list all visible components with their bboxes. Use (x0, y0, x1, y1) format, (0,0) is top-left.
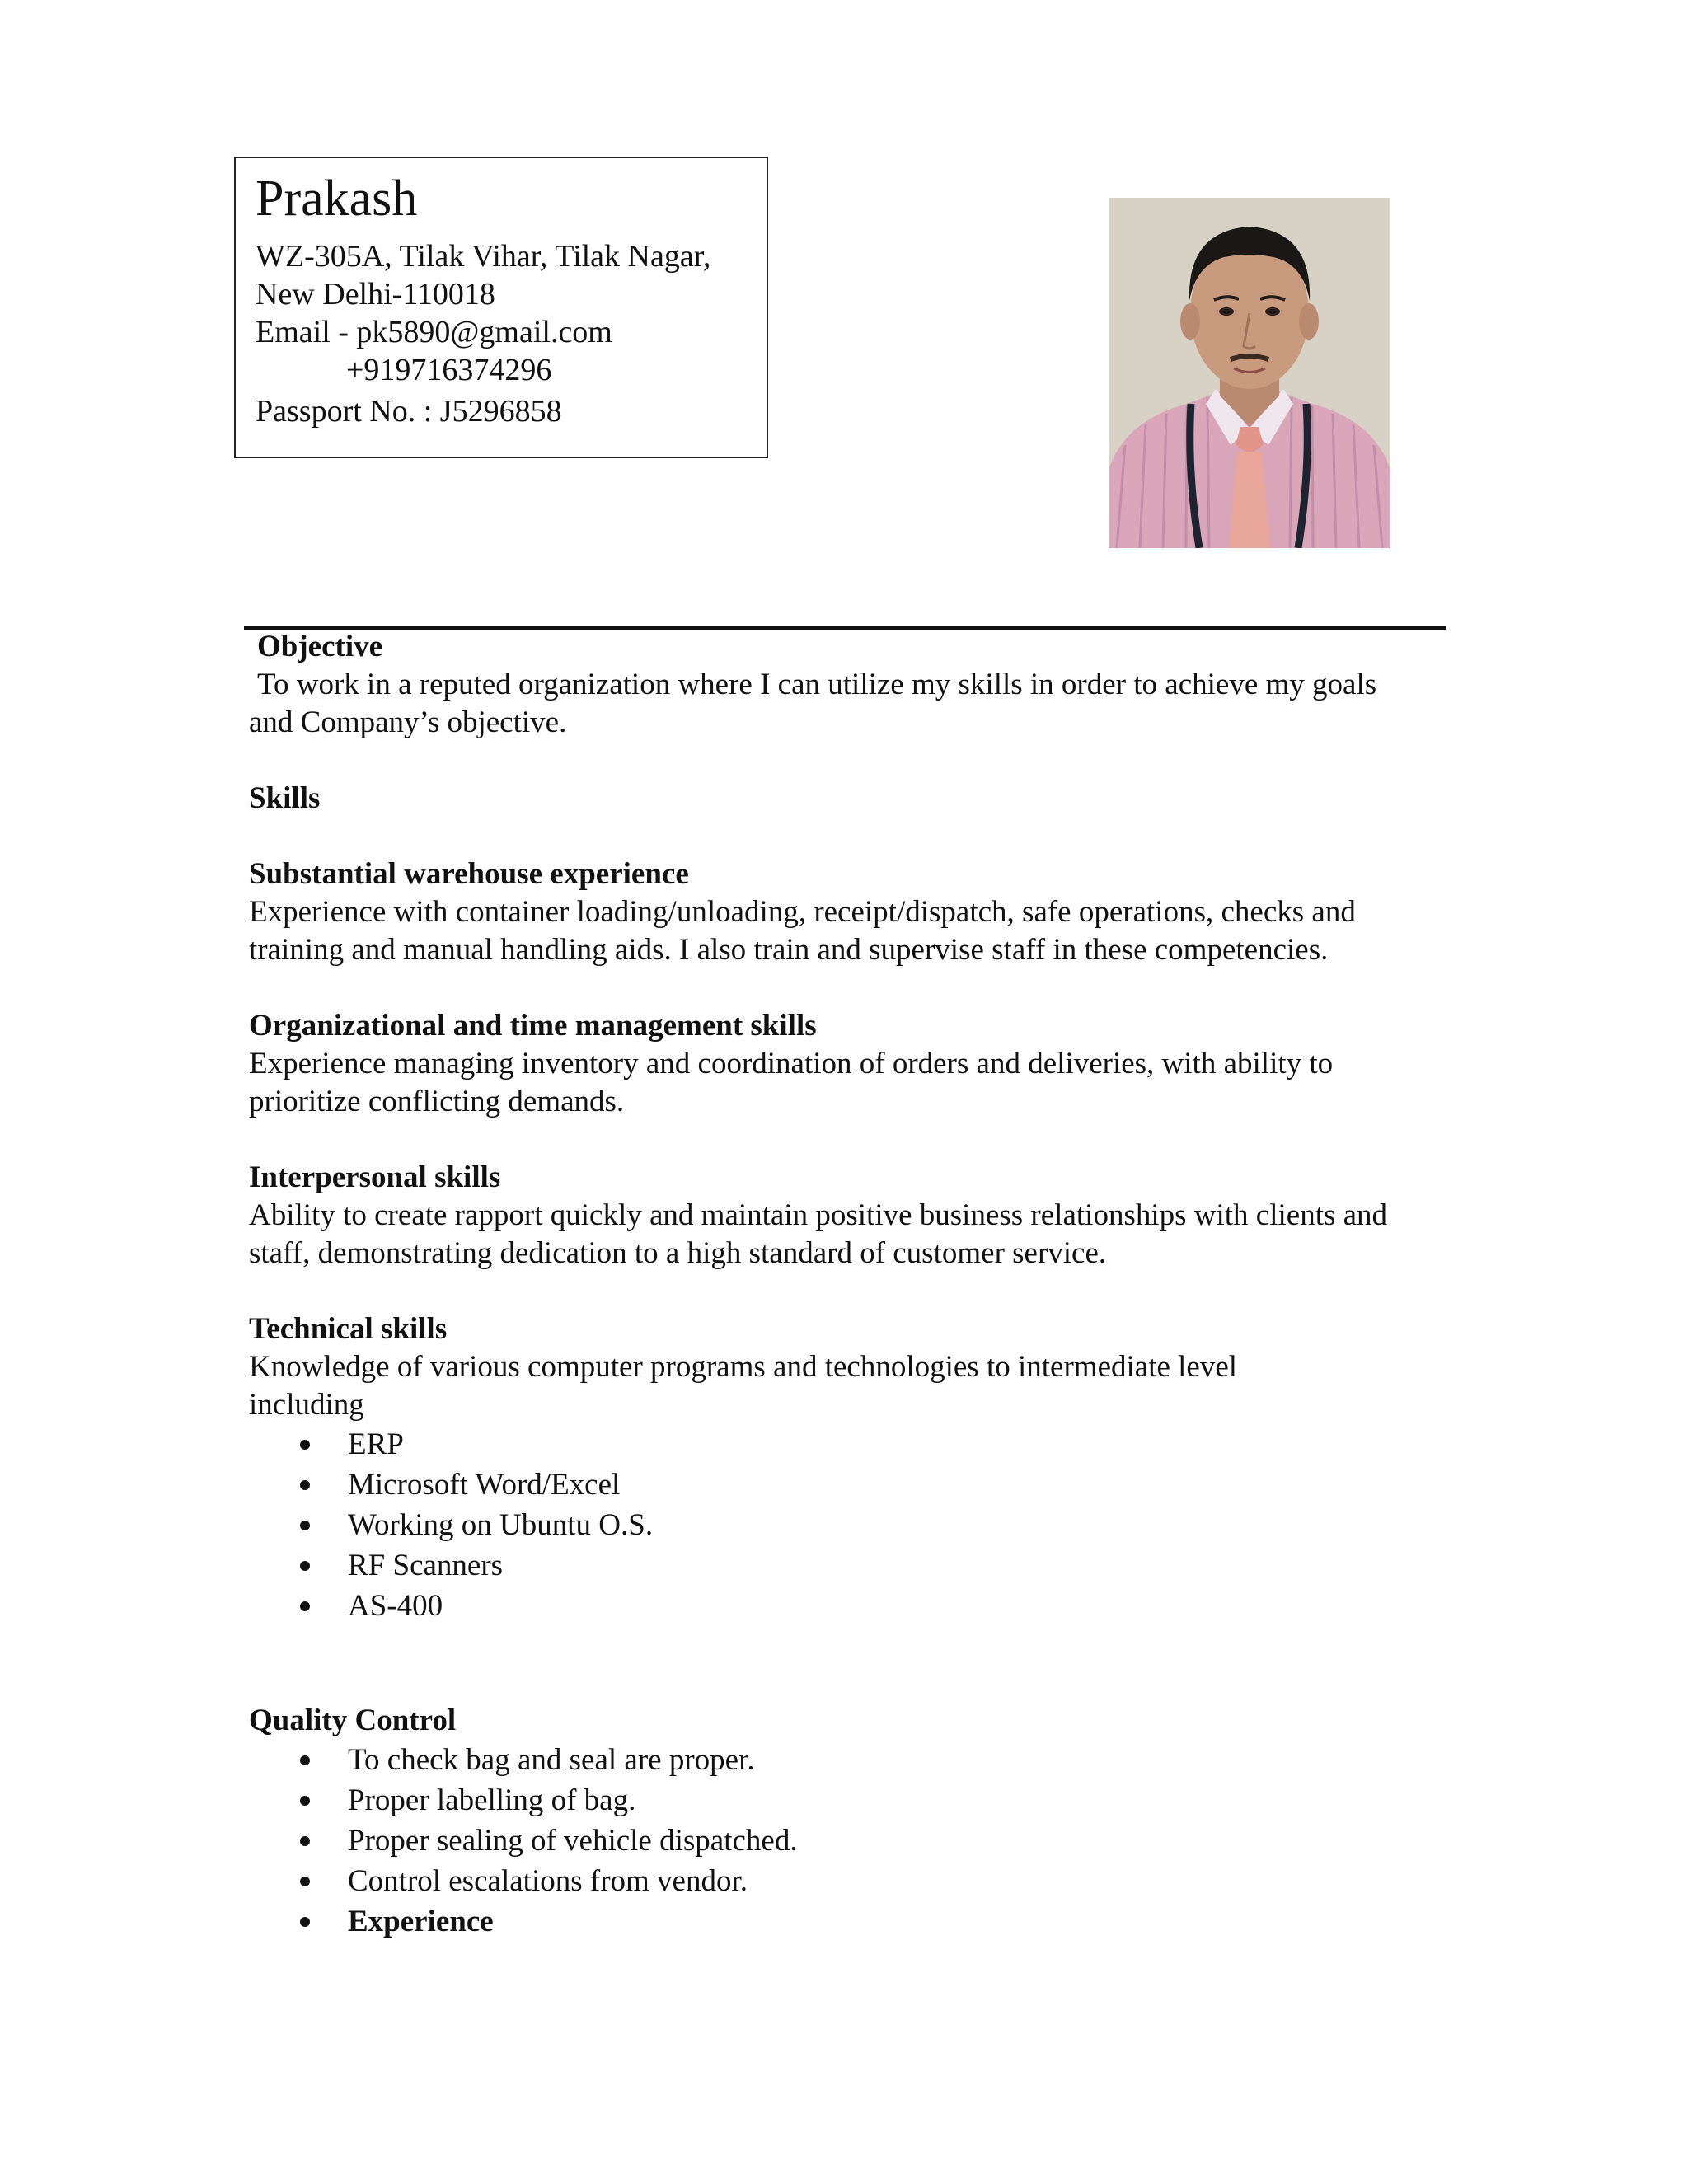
email-line: Email - pk5890@gmail.com (256, 315, 612, 349)
spacer (249, 1121, 1452, 1159)
organizational-text: Experience managing inventory and coordination of orders and deliveries, with ability to prioritize conflicting demands. (249, 1047, 1334, 1118)
phone-number: +919716374296 (346, 353, 552, 387)
list-item: ERP (249, 1424, 1452, 1465)
spacer (249, 818, 1452, 855)
list-item: RF Scanners (249, 1545, 1452, 1586)
spacer (249, 1664, 1452, 1702)
list-item: To check bag and seal are proper. (249, 1740, 1452, 1780)
spacer (249, 969, 1452, 1007)
list-item: Proper labelling of bag. (249, 1780, 1452, 1821)
technical-text: Knowledge of various computer programs and technologies to intermediate level including (249, 1350, 1238, 1422)
passport-number: Passport No. : J5296858 (256, 394, 562, 429)
spacer (249, 742, 1452, 780)
candidate-name: Prakash (256, 171, 418, 227)
address-line-1: WZ-305A, Tilak Vihar, Tilak Nagar, (256, 239, 711, 274)
objective-text: To work in a reputed organization where I can utilize my skills in order to achieve my goals and Company’s objective. (249, 668, 1377, 739)
address-line-2: New Delhi-110018 (256, 277, 495, 312)
list-item: Microsoft Word/Excel (249, 1465, 1452, 1505)
skills-heading: Skills (249, 781, 321, 815)
warehouse-heading: Substantial warehouse experience (249, 857, 689, 891)
list-item: AS-400 (249, 1586, 1452, 1626)
objective-heading: Objective (257, 630, 383, 663)
interpersonal-heading: Interpersonal skills (249, 1160, 501, 1194)
organizational-heading: Organizational and time management skills (249, 1009, 817, 1043)
resume-body (249, 628, 1452, 1942)
spacer (249, 1272, 1452, 1310)
quality-control-heading: Quality Control (249, 1704, 457, 1737)
profile-photo (1109, 198, 1390, 548)
technical-skills-list (249, 1424, 1452, 1626)
interpersonal-text: Ability to create rapport quickly and maintain positive business relationships with clients and staff, demonstrating dedication to a high standard of customer service. (249, 1198, 1388, 1270)
technical-heading: Technical skills (249, 1312, 448, 1346)
contact-box (234, 157, 768, 458)
quality-control-list (249, 1740, 1452, 1942)
list-item: Proper sealing of vehicle dispatched. (249, 1821, 1452, 1861)
warehouse-text: Experience with container loading/unloading, receipt/dispatch, safe operations, checks and training and manual handling aids. I also train and supervise staff in these competencies. (249, 895, 1356, 967)
spacer (249, 1626, 1452, 1664)
experience-list-item: Experience (249, 1901, 1452, 1942)
list-item: Working on Ubuntu O.S. (249, 1505, 1452, 1545)
list-item: Control escalations from vendor. (249, 1861, 1452, 1901)
